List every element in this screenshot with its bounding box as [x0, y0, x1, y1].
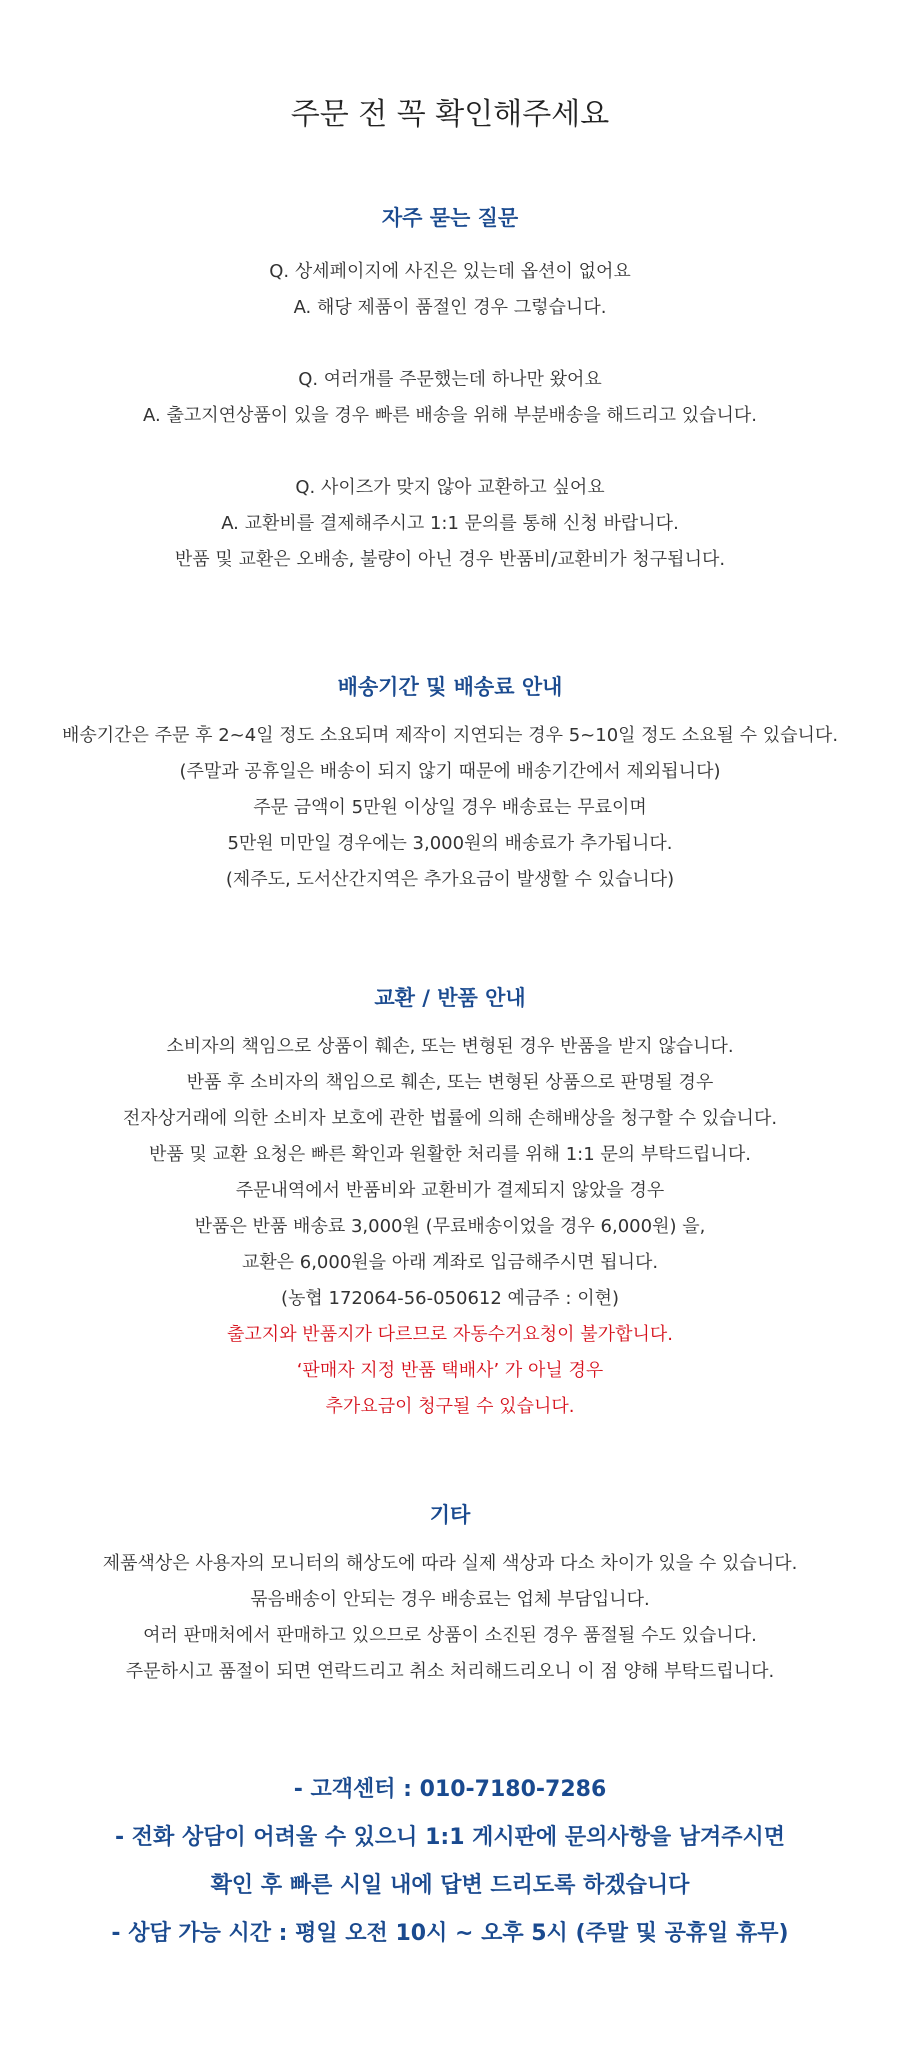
etc-line: 주문하시고 품절이 되면 연락드리고 취소 처리해드리오니 이 점 양해 부탁드립니다. — [125, 1661, 775, 1682]
bank-account-line: (농협 172064-56-050612 예금주 : 이현) — [280, 1288, 620, 1309]
exchange-list — [0, 1029, 900, 1425]
contact-list — [0, 1766, 900, 1958]
faq-list — [0, 254, 900, 578]
shipping-heading: 배송기간 및 배송료 안내 — [337, 675, 563, 699]
contact-line: - 전화 상담이 어려울 수 있으니 1:1 게시판에 문의사항을 남겨주시면 — [114, 1825, 786, 1850]
shipping-line: 배송기간은 주문 후 2~4일 정도 소요되며 제작이 지연되는 경우 5~10일 정도 소요될 수 있습니다. — [61, 725, 839, 746]
shipping-line: 5만원 미만일 경우에는 3,000원의 배송료가 추가됩니다. — [227, 833, 673, 854]
exchange-line: 반품 후 소비자의 책임으로 훼손, 또는 변형된 상품으로 판명될 경우 — [186, 1072, 714, 1093]
exchange-line: 반품은 반품 배송료 3,000원 (무료배송이었을 경우 6,000원) 을, — [194, 1216, 706, 1237]
faq-question: Q. 사이즈가 맞지 않아 교환하고 싶어요 — [295, 477, 605, 498]
spacer — [0, 326, 900, 362]
shipping-list — [0, 718, 900, 898]
exchange-heading: 교환 / 반품 안내 — [374, 986, 526, 1010]
shipping-line: 주문 금액이 5만원 이상일 경우 배송료는 무료이며 — [253, 797, 647, 818]
shipping-line: (제주도, 도서산간지역은 추가요금이 발생할 수 있습니다) — [225, 869, 675, 890]
warning-line: 추가요금이 청구될 수 있습니다. — [325, 1396, 575, 1417]
exchange-line: 전자상거래에 의한 소비자 보호에 관한 법률에 의해 손해배상을 청구할 수 있습니다. — [122, 1108, 778, 1129]
etc-line: 제품색상은 사용자의 모니터의 해상도에 따라 실제 색상과 다소 차이가 있을 수 있습니다. — [102, 1553, 798, 1574]
faq-answer: A. 출고지연상품이 있을 경우 빠른 배송을 위해 부분배송을 해드리고 있습니다. — [143, 405, 757, 426]
etc-heading: 기타 — [429, 1503, 471, 1527]
warning-line: ‘판매자 지정 반품 택배사’ 가 아닐 경우 — [296, 1360, 604, 1381]
consultation-hours: - 상담 가능 시간 : 평일 오전 10시 ~ 오후 5시 (주말 및 공휴일 휴무) — [111, 1921, 789, 1946]
contact-section — [0, 1766, 900, 1958]
faq-section — [0, 203, 900, 578]
shipping-line: (주말과 공휴일은 배송이 되지 않기 때문에 배송기간에서 제외됩니다) — [179, 761, 721, 782]
faq-question: Q. 상세페이지에 사진은 있는데 옵션이 없어요 — [269, 261, 631, 282]
page-title: 주문 전 꼭 확인해주세요 — [290, 97, 610, 132]
exchange-line: 반품 및 교환 요청은 빠른 확인과 원활한 처리를 위해 1:1 문의 부탁드립니다. — [149, 1144, 751, 1165]
exchange-line: 소비자의 책임으로 상품이 훼손, 또는 변형된 경우 반품을 받지 않습니다. — [166, 1036, 734, 1057]
contact-line: 확인 후 빠른 시일 내에 답변 드리도록 하겠습니다 — [210, 1873, 690, 1898]
faq-question: Q. 여러개를 주문했는데 하나만 왔어요 — [298, 369, 602, 390]
warning-line: 출고지와 반품지가 다르므로 자동수거요청이 불가합니다. — [227, 1324, 673, 1345]
shipping-section — [0, 672, 900, 898]
exchange-line: 주문내역에서 반품비와 교환비가 결제되지 않았을 경우 — [235, 1180, 665, 1201]
faq-heading: 자주 묻는 질문 — [381, 206, 519, 230]
faq-answer: A. 교환비를 결제해주시고 1:1 문의를 통해 신청 바랍니다. — [221, 513, 679, 534]
exchange-section — [0, 983, 900, 1425]
etc-section — [0, 1500, 900, 1690]
etc-line: 여러 판매처에서 판매하고 있으므로 상품이 소진된 경우 품절될 수도 있습니다. — [143, 1625, 757, 1646]
spacer — [0, 434, 900, 470]
faq-note: 반품 및 교환은 오배송, 불량이 아닌 경우 반품비/교환비가 청구됩니다. — [174, 549, 726, 570]
etc-line: 묶음배송이 안되는 경우 배송료는 업체 부담입니다. — [250, 1589, 650, 1610]
faq-answer: A. 해당 제품이 품절인 경우 그렇습니다. — [293, 297, 607, 318]
exchange-line: 교환은 6,000원을 아래 계좌로 입금해주시면 됩니다. — [241, 1252, 659, 1273]
customer-center-phone: - 고객센터 : 010-7180-7286 — [293, 1777, 607, 1802]
etc-list — [0, 1546, 900, 1690]
